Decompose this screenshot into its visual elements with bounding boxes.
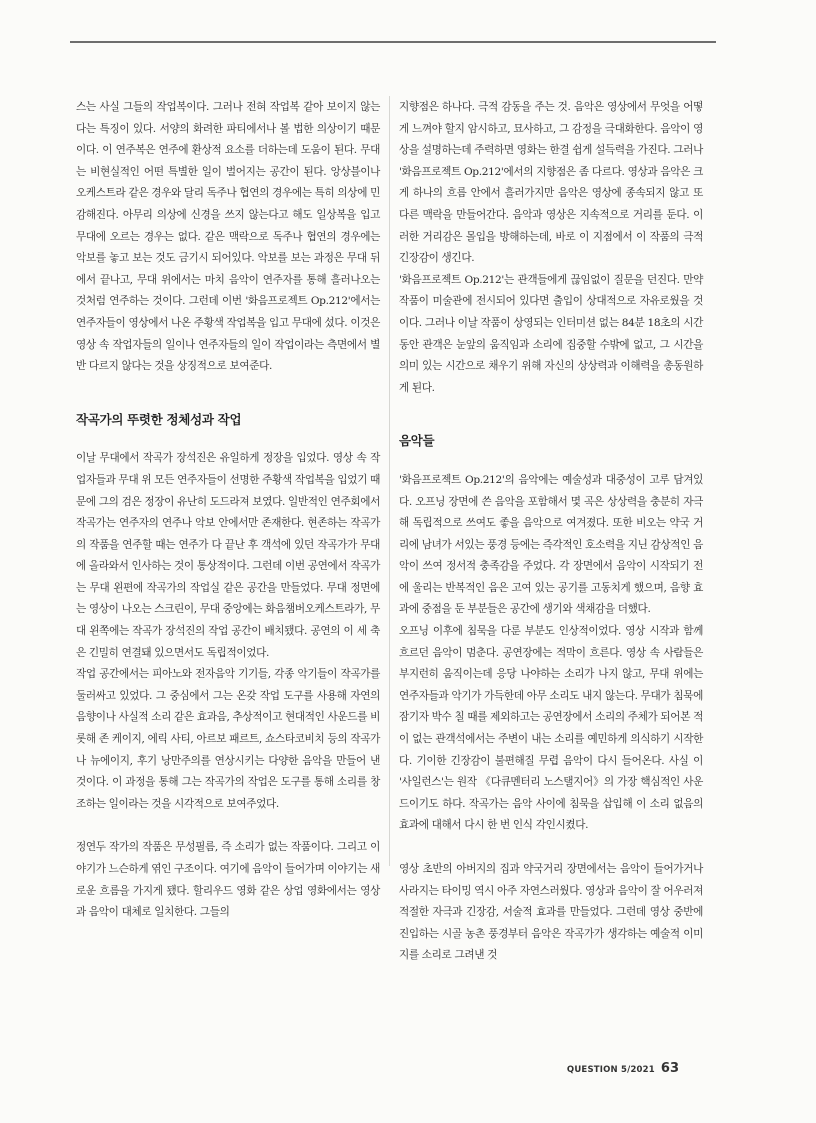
body-paragraph: 스는 사실 그들의 작업복이다. 그러나 전혀 작업복 같아 보이지 않는다는 특징이 있다. 서양의 화려한 파티에서나 볼 법한 의상이기 때문이다. 이 연주복은 연주에 환상적 요소를 더하는데 도움이 된다. 무대는 비현실적인 어떤 특별한 일이 벌어지는 공간이 된다. 앙상블이나 오케스트라 같은 경우와 달리 독주나 협연의 경우에는 특히 의상에 민감해진다. 아무리 의상에 신경을 쓰지 않는다고 해도 일상복을 입고 무대에 오르는 경우는 없다. 같은 맥락으로 독주나 협연의 경우에는 악보를 놓고 보는 것도 금기시 되어있다. 악보를 보는 과정은 무대 뒤에서 끝나고, 무대 위에서는 마치 음악이 연주자를 통해 흘러나오는 것처럼 연주하는 것이다. 그런데 이번 '화음프로젝트 Op.212'에서는 연주자들이 영상에서 나온 주황색 작업복을 입고 무대에 섰다. 이것은 영상 속 작업자들의 일이나 연주자들의 일이 작업이라는 측면에서 별반 다르지 않다는 것을 상징적으로 보여준다. [76, 101, 380, 373]
page-number: 63 [660, 1061, 679, 1076]
right-column [399, 97, 703, 967]
page-footer [567, 1061, 679, 1076]
issue-label: QUESTION 5/2021 [566, 1065, 655, 1075]
left-column [76, 97, 380, 924]
body-paragraph: 오프닝 이후에 침묵을 다룬 부분도 인상적이었다. 영상 시작과 함께 흐르던 음악이 멈춘다. 공연장에는 적막이 흐른다. 영상 속 사람들은 부지런히 움직이는데 응당 나야하는 소리가 나지 않고, 무대 위에는 연주자들과 악기가 가득한데 아무 소리도 내지 않는다. 무대가 침묵에 잠기자 박수 칠 때를 제외하고는 공연장에서 소리의 주체가 되어본 적이 없는 관객석에서는 주변이 내는 소리를 예민하게 의식하기 시작한다. 기이한 긴장감이 불편해질 무렵 음악이 다시 들어온다. 사실 이 '사일런스'는 원작 《다큐멘터리 노스탤지어》의 가장 핵심적인 사운드이기도 하다. 작곡가는 음악 사이에 침묵을 삽입해 이 소리 없음의 효과에 대해서 다시 한 번 인식 각인시켰다. [399, 625, 703, 832]
body-paragraph: 정연두 작가의 작품은 무성필름, 즉 소리가 없는 작품이다. 그리고 이야기가 느슨하게 엮인 구조이다. 여기에 음악이 들어가며 이야기는 새로운 흐름을 가지게 됐다. 할리우드 영화 같은 상업 영화에서는 영상과 음악이 대체로 일치한다. 그들의 [76, 841, 380, 919]
body-paragraph: 지향점은 하나다. 극적 감동을 주는 것. 음악은 영상에서 무엇을 어떻게 느껴야 할지 암시하고, 묘사하고, 그 감정을 극대화한다. 음악이 영상을 설명하는데 주력하면 영화는 한결 쉽게 설득력을 가진다. 그러나 '화음프로젝트 Op.212'에서의 지향점은 좀 다르다. 영상과 음악은 크게 하나의 흐름 안에서 흘러가지만 음악은 영상에 종속되지 않고 또 다른 맥락을 만들어간다. 음악과 영상은 지속적으로 거리를 둔다. 이러한 거리감은 몰입을 방해하는데, 바로 이 지점에서 이 작품의 극적 긴장감이 생긴다. [399, 101, 703, 265]
column-divider [389, 96, 390, 866]
body-paragraph: '화음프로젝트 Op.212'의 음악에는 예술성과 대중성이 고루 담겨있다. 오프닝 장면에 쓴 음악을 포함해서 몇 곡은 상상력을 충분히 자극해 독립적으로 쓰여도 좋을 음악으로 여겨졌다. 또한 비오는 약국 거리에 남녀가 서있는 풍경 등에는 즉각적인 호소력을 지닌 감상적인 음악이 쓰여 정서적 충족감을 주었다. 각 장면에서 음악이 시작되기 전에 울리는 반복적인 음은 고여 있는 공기를 고동치게 했으며, 음향 효과에 중점을 둔 부분들은 공간에 생기와 색채감을 더했다. [399, 473, 703, 616]
body-paragraph: '화음프로젝트 Op.212'는 관객들에게 끊임없이 질문을 던진다. 만약 작품이 미술관에 전시되어 있다면 출입이 상대적으로 자유로웠을 것이다. 그러나 이날 작품이 상영되는 인터미션 없는 84분 18초의 시간 동안 관객은 눈앞의 움직임과 소리에 집중할 수밖에 없고, 그 시간을 의미 있는 시간으로 채우기 위해 자신의 상상력과 이해력을 총동원하게 된다. [399, 273, 703, 394]
top-rule [70, 41, 716, 43]
section-heading: 작곡가의 뚜렷한 정체성과 작업 [76, 411, 242, 427]
body-paragraph: 영상 초반의 아버지의 집과 약국거리 장면에서는 음악이 들어가거나 사라지는 타이밍 역시 아주 자연스러웠다. 영상과 음악이 잘 어우러져 적절한 자극과 긴장감, 서술적 효과를 만들었다. 그런데 영상 중반에 진입하는 시골 농촌 풍경부터 음악은 작곡가가 생각하는 예술적 이미지를 소리로 그려낸 것 [399, 863, 703, 962]
section-heading: 음악들 [399, 433, 435, 449]
body-paragraph: 작업 공간에서는 피아노와 전자음악 기기들, 각종 악기들이 작곡가를 둘러싸고 있었다. 그 중심에서 그는 온갖 작업 도구를 사용해 자연의 음향이나 사실적 소리 같은 효과음, 추상적이고 현대적인 사운드를 비롯해 존 케이지, 에릭 사티, 아르보 패르트, 쇼스타코비치 등의 작곡가나 뉴에이지, 후기 낭만주의를 연상시키는 다양한 음악을 만들어 낸 것이다. 이 과정을 통해 그는 작곡가의 작업은 도구를 통해 소리를 창조하는 일이라는 것을 시각적으로 보여주었다. [76, 668, 380, 810]
body-paragraph: 이날 무대에서 작곡가 장석진은 유일하게 정장을 입었다. 영상 속 작업자들과 무대 위 모든 연주자들이 선명한 주황색 작업복을 입었기 때문에 그의 검은 정장이 유난히 도드라져 보였다. 일반적인 연주회에서 작곡가는 연주자의 연주나 악보 안에서만 존재한다. 현존하는 작곡가의 작품을 연주할 때는 연주가 다 끝난 후 객석에 있던 작곡가가 무대에 올라와서 인사하는 것이 통상적이다. 그런데 이번 공연에서 작곡가는 무대 왼편에 작곡가의 작업실 같은 공간을 만들었다. 무대 정면에는 영상이 나오는 스크린이, 무대 중앙에는 화음챔버오케스트라가, 무대 왼쪽에는 작곡가 장석진의 작업 공간이 배치됐다. 공연의 이 세 축은 긴밀히 연결돼 있으면서도 독립적이었다. [76, 452, 380, 659]
